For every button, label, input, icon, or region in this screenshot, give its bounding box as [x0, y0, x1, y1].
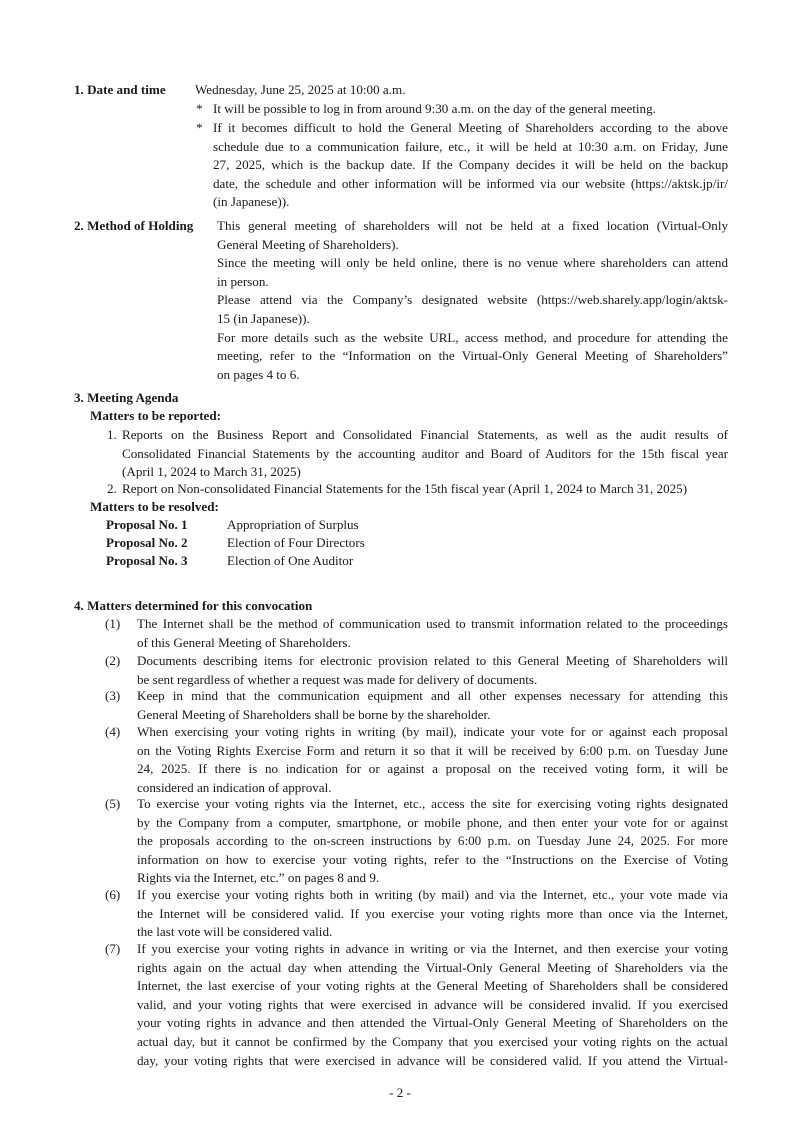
item-number: (3) [105, 688, 121, 703]
note-1: It will be possible to log in from around 9:30 a.m. on the day of the general meeting. [213, 101, 656, 116]
convocation-item-7: If you exercise your voting rights in advance in writing or via the Internet, and then exercise your voting rights again on the actual day when attending the Virtual-Only General Meeting of Shareholders via the Internet, the last exercise of your voting rights at the General Meeting of Shareholders shall be considered valid, and your voting rights that were exercised in advance will be considered invalid. If you exercised your voting rights in advance and then attended the Virtual-Only General Meeting of Shareholders on the actual day, but it cannot be confirmed by the Company that you exercised your voting rights on the actual day, your voting rights that were exercised in advance will be considered valid. If you attend the Virtual- [137, 941, 728, 1068]
section-3-heading: 3. Meeting Agenda [74, 390, 179, 405]
section-2-heading: 2. Method of Holding [74, 218, 194, 233]
item-number: (7) [105, 941, 121, 956]
item-number: (1) [105, 616, 121, 631]
page-number: - 2 - [389, 1085, 411, 1100]
report-item-1: Reports on the Business Report and Consolidated Financial Statements, as well as the audit results of Consolidated Financial Statements by the accounting auditor and Board of Auditors for the 15th fiscal year (April 1, 2024 to March 31, 2025) [122, 427, 728, 480]
item-number: (6) [105, 887, 121, 902]
convocation-item-5: To exercise your voting rights via the Internet, etc., access the site for exercising voting rights designated by the Company from a computer, smartphone, or mobile phone, and then enter your vote for or against the proposals according to the on-screen instructions by 6:00 p.m. on Tuesday June 24, 2025. For more information on how to exercise your voting rights, refer to the “Instructions on the Exercise of Voting Rights via the Internet, etc.” on pages 8 and 9. [137, 796, 728, 886]
proposal-title: Election of Four Directors [227, 535, 365, 550]
note-bullet: * [196, 101, 203, 116]
convocation-item-4: When exercising your voting rights in writing (by mail), indicate your vote for or against each proposal on the Voting Rights Exercise Form and return it so that it will be received by 6:00 p.m. on Tuesday June 24, 2025. If there is no indication for or against a proposal on the received voting form, it will be considered an indication of approval. [137, 724, 728, 795]
proposal-label: Proposal No. 2 [106, 535, 188, 550]
section-1-heading: 1. Date and time [74, 82, 166, 97]
convocation-item-1: The Internet shall be the method of communication used to transmit information related to the proceedings of this General Meeting of Shareholders. [137, 616, 728, 650]
item-number: (4) [105, 724, 121, 739]
convocation-item-2: Documents describing items for electronic provision related to this General Meeting of Shareholders will be sent regardless of whether a request was made for delivery of documents. [137, 653, 728, 687]
convocation-item-3: Keep in mind that the communication equipment and all other expenses necessary for attending this General Meeting of Shareholders shall be borne by the shareholder. [137, 688, 728, 722]
proposal-label: Proposal No. 3 [106, 553, 188, 568]
meeting-datetime: Wednesday, June 25, 2025 at 10:00 a.m. [195, 82, 406, 97]
proposal-title: Election of One Auditor [227, 553, 354, 568]
section-4-heading: 4. Matters determined for this convocation [74, 598, 313, 613]
proposal-label: Proposal No. 1 [106, 517, 188, 532]
matters-resolved-heading: Matters to be resolved: [90, 499, 219, 514]
report-item-2: Report on Non-consolidated Financial Statements for the 15th fiscal year (April 1, 2024 to March 31, 2025) [122, 481, 688, 496]
item-number: (2) [105, 653, 121, 668]
report-number: 2. [107, 481, 117, 496]
item-number: (5) [105, 796, 121, 811]
matters-reported-heading: Matters to be reported: [90, 408, 222, 423]
method-of-holding-text: This general meeting of shareholders will not be held at a fixed location (Virtual-Only General Meeting of Shareholders). Since the meeting will only be held online, there is no venue where shareholders can attend in person. Please attend via the Company’s designated website (https://web.sharely.app/login/aktsk- 15 (in Japanese)). For more details such as the website URL, access method, and procedure for attending the meeting, refer to the “Information on the Virtual-Only General Meeting of Shareholders” on pages 4 to 6. [217, 218, 728, 382]
convocation-item-6: If you exercise your voting rights both in writing (by mail) and via the Internet, etc., your vote made via the Internet will be considered valid. If you exercise your voting rights more than once via the Internet, the last vote will be considered valid. [137, 887, 728, 940]
report-number: 1. [107, 427, 117, 442]
note-2: If it becomes difficult to hold the General Meeting of Shareholders according to the above schedule due to a communication failure, etc., it will be held at 10:30 a.m. on Friday, June 27, 2025, which is the backup date. If the Company decides it will be held on the backup date, the schedule and other information will be informed via our website (https://aktsk.jp/ir/ (in Japanese)). [213, 120, 728, 210]
note-bullet: * [196, 120, 203, 135]
proposal-title: Appropriation of Surplus [227, 517, 359, 532]
